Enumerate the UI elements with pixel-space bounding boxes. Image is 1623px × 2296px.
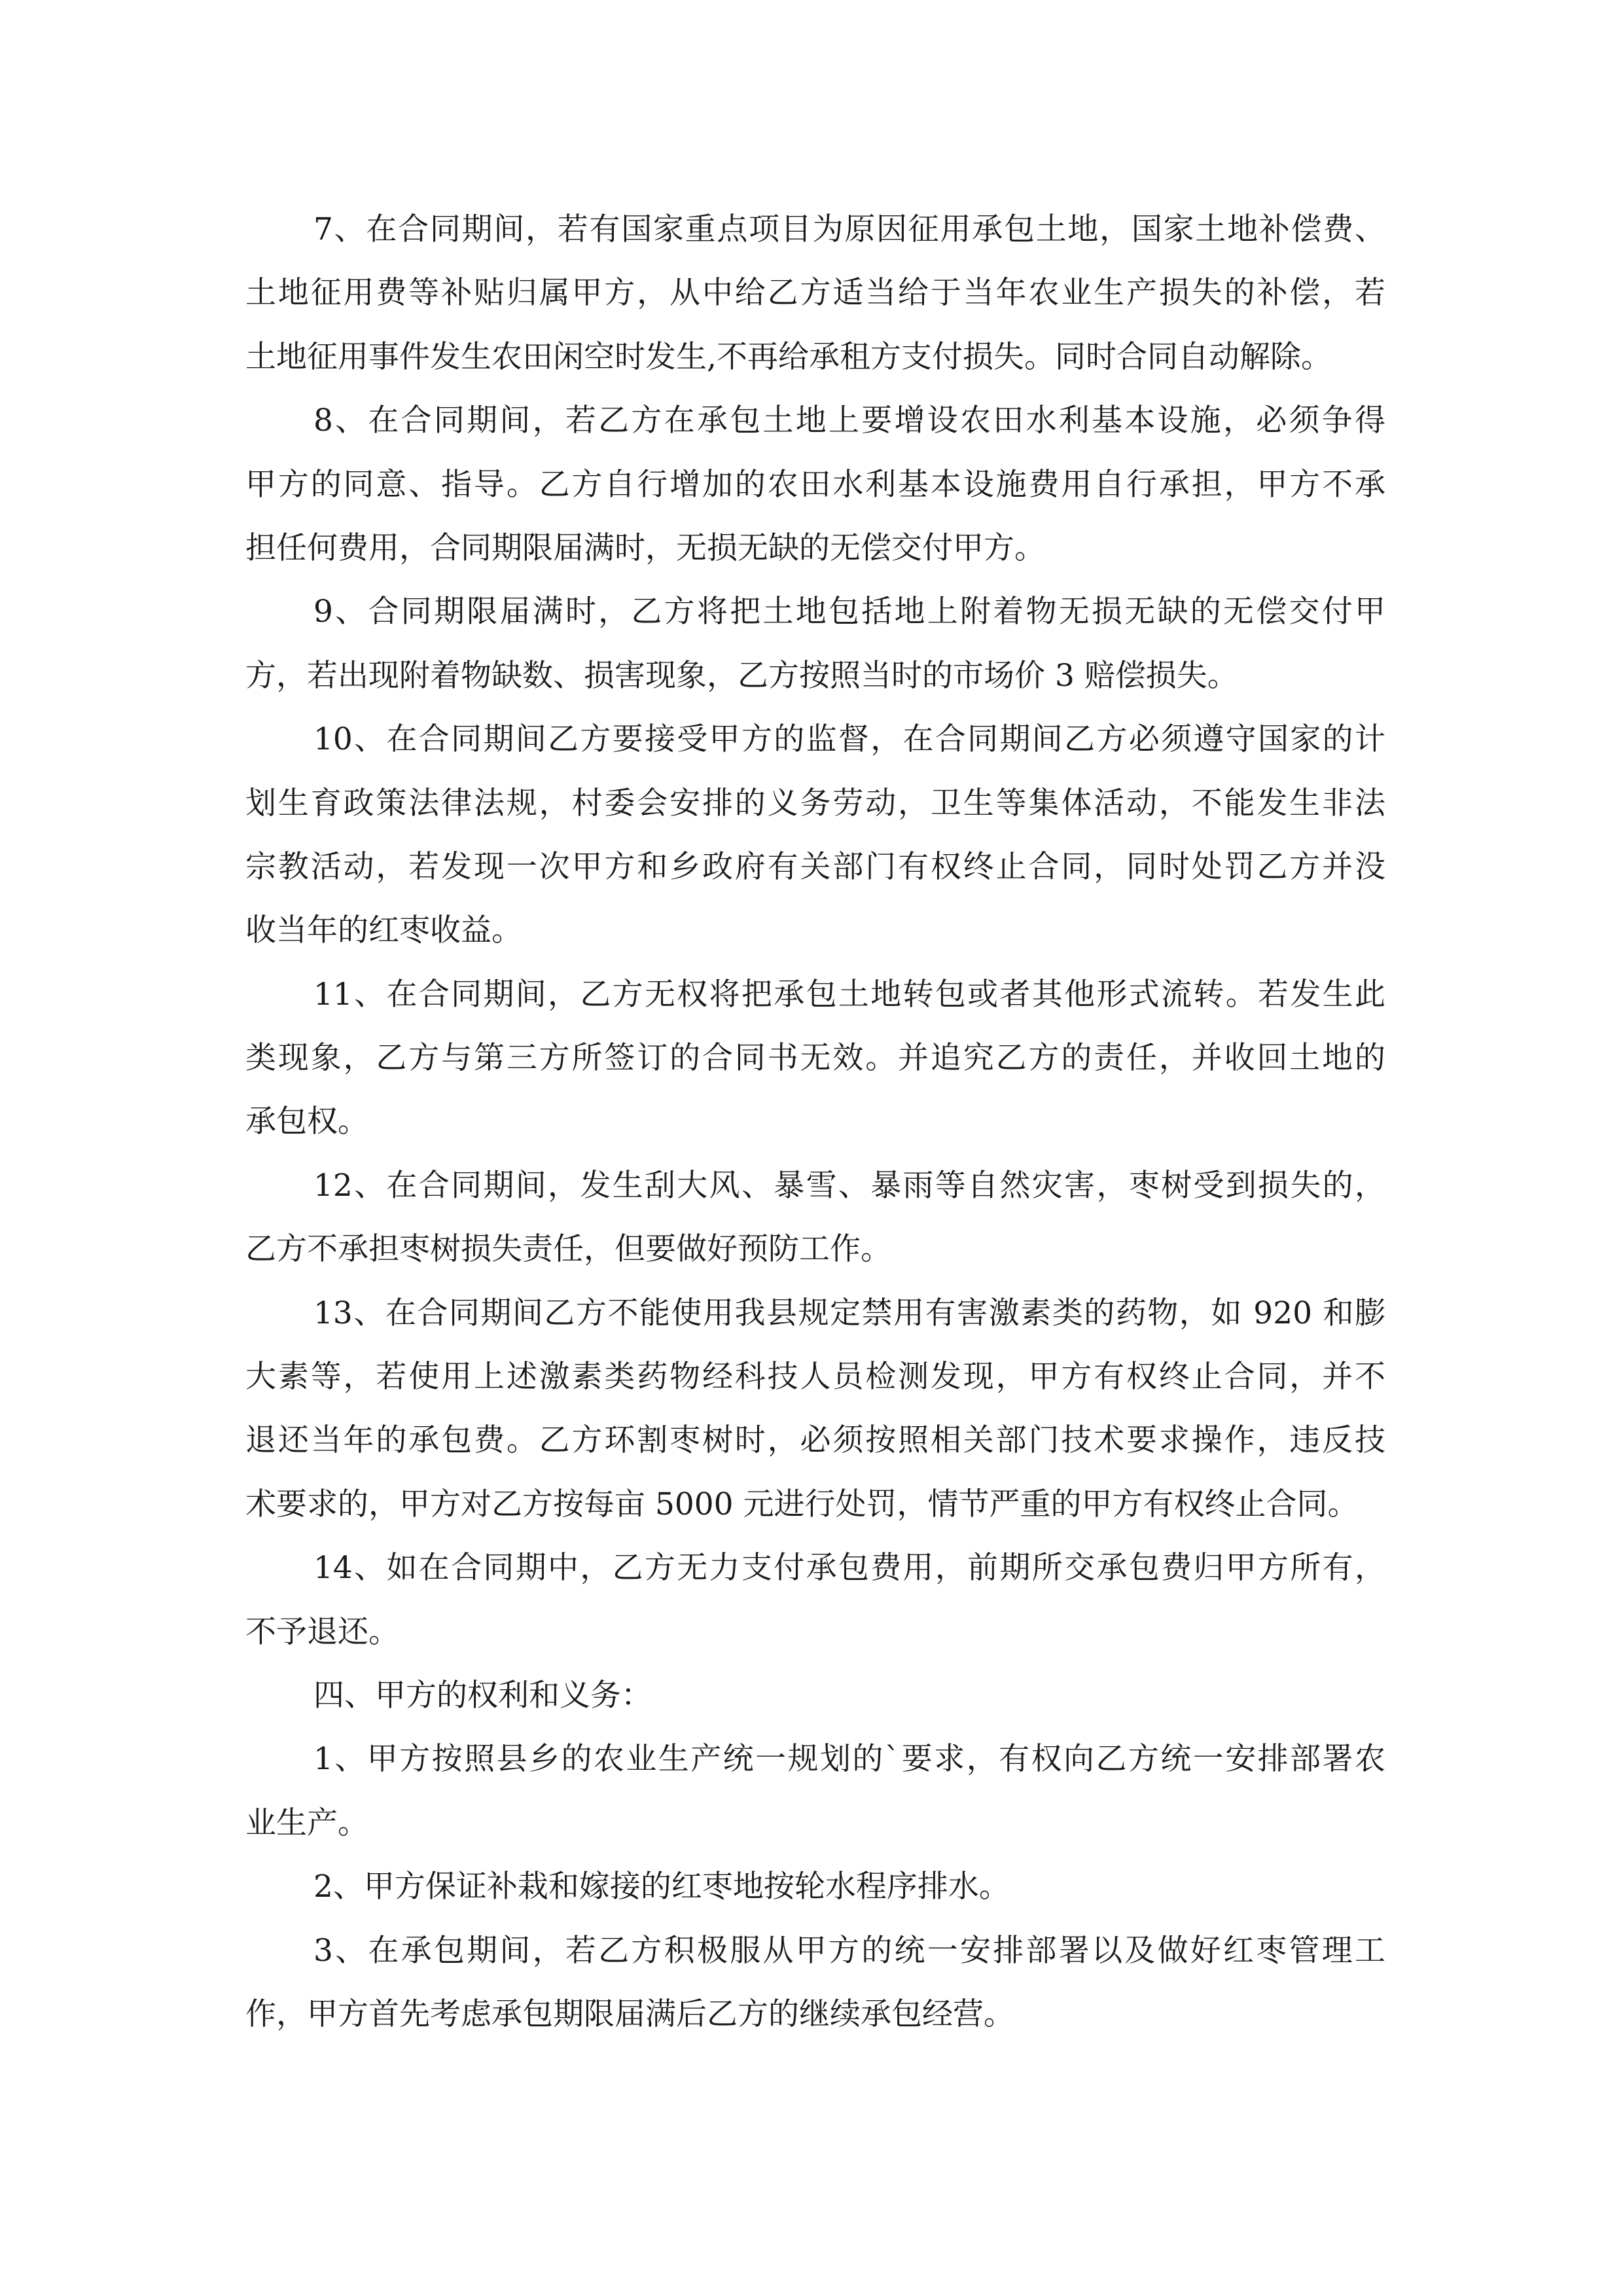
text-line: 甲方的同意、指导。乙方自行增加的农田水利基本设施费用自行承担，甲方不承 [245, 466, 1385, 503]
text-line: 担任何费用，合同期限届满时，无损无缺的无偿交付甲方。 [245, 529, 1045, 566]
paragraph-section-4-heading [245, 1664, 1385, 1727]
text-line: 承包权。 [245, 1103, 368, 1140]
text-line: 不予退还。 [245, 1613, 399, 1650]
text-line: 划生育政策法律法规，村委会安排的义务劳动，卫生等集体活动，不能发生非法 [245, 785, 1385, 821]
document-page [245, 198, 1385, 2046]
paragraph-clause-10 [245, 708, 1385, 963]
text-line: 宗教活动，若发现一次甲方和乡政府有关部门有权终止合同，同时处罚乙方并没 [245, 848, 1385, 885]
text-line: 13、在合同期间乙方不能使用我县规定禁用有害激素类的药物，如 920 和膨 [313, 1295, 1385, 1331]
text-line: 类现象，乙方与第三方所签订的合同书无效。并追究乙方的责任，并收回土地的 [245, 1040, 1385, 1077]
text-line: 9、合同期限届满时，乙方将把土地包括地上附着物无损无缺的无偿交付甲 [313, 594, 1385, 630]
text-line: 四、甲方的权利和义务： [313, 1677, 652, 1713]
paragraph-clause-9 [245, 580, 1385, 708]
text-line: 2、甲方保证补栽和嫁接的红枣地按轮水程序排水。 [313, 1869, 1010, 1905]
text-line: 业生产。 [245, 1804, 368, 1841]
paragraph-clause-11 [245, 963, 1385, 1154]
text-line: 12、在合同期间，发生刮大风、暴雪、暴雨等自然灾害，枣树受到损失的， [313, 1167, 1385, 1204]
paragraph-clause-13 [245, 1282, 1385, 1537]
paragraph-clause-7 [245, 198, 1385, 389]
text-line: 乙方不承担枣树损失责任，但要做好预防工作。 [245, 1231, 891, 1268]
text-line: 作，甲方首先考虑承包期限届满后乙方的继续承包经营。 [245, 1996, 1014, 2032]
paragraph-clause-8 [245, 389, 1385, 580]
text-line: 土地征用事件发生农田闲空时发生,不再给承租方支付损失。同时合同自动解除。 [245, 338, 1332, 375]
text-line: 土地征用费等补贴归属甲方，从中给乙方适当给于当年农业生产损失的补偿，若 [245, 275, 1385, 312]
text-line: 10、在合同期间乙方要接受甲方的监督，在合同期间乙方必须遵守国家的计 [313, 721, 1385, 758]
paragraph-clause-14 [245, 1536, 1385, 1664]
text-line: 大素等，若使用上述激素类药物经科技人员检测发现，甲方有权终止合同，并不 [245, 1359, 1385, 1395]
text-line: 8、在合同期间，若乙方在承包土地上要增设农田水利基本设施，必须争得 [313, 403, 1385, 439]
text-line: 收当年的红枣收益。 [245, 912, 522, 949]
paragraph-section-4-item-2 [245, 1855, 1385, 1918]
text-line: 退还当年的承包费。乙方环割枣树时，必须按照相关部门技术要求操作，违反技 [245, 1422, 1385, 1459]
text-line: 方，若出现附着物缺数、损害现象，乙方按照当时的市场价 3 赔偿损失。 [245, 657, 1238, 694]
paragraph-section-4-item-1 [245, 1727, 1385, 1855]
paragraph-section-4-item-3 [245, 1919, 1385, 2047]
text-line: 14、如在合同期中，乙方无力支付承包费用，前期所交承包费归甲方所有， [313, 1550, 1385, 1587]
text-line: 3、在承包期间，若乙方积极服从甲方的统一安排部署以及做好红枣管理工 [313, 1932, 1385, 1969]
text-line: 术要求的，甲方对乙方按每亩 5000 元进行处罚，情节严重的甲方有权终止合同。 [245, 1486, 1359, 1522]
paragraph-clause-12 [245, 1154, 1385, 1282]
text-line: 7、在合同期间，若有国家重点项目为原因征用承包土地，国家土地补偿费、 [313, 211, 1385, 247]
text-line: 11、在合同期间，乙方无权将把承包土地转包或者其他形式流转。若发生此 [313, 976, 1385, 1013]
text-line: 1、甲方按照县乡的农业生产统一规划的`要求，有权向乙方统一安排部署农 [313, 1741, 1385, 1778]
